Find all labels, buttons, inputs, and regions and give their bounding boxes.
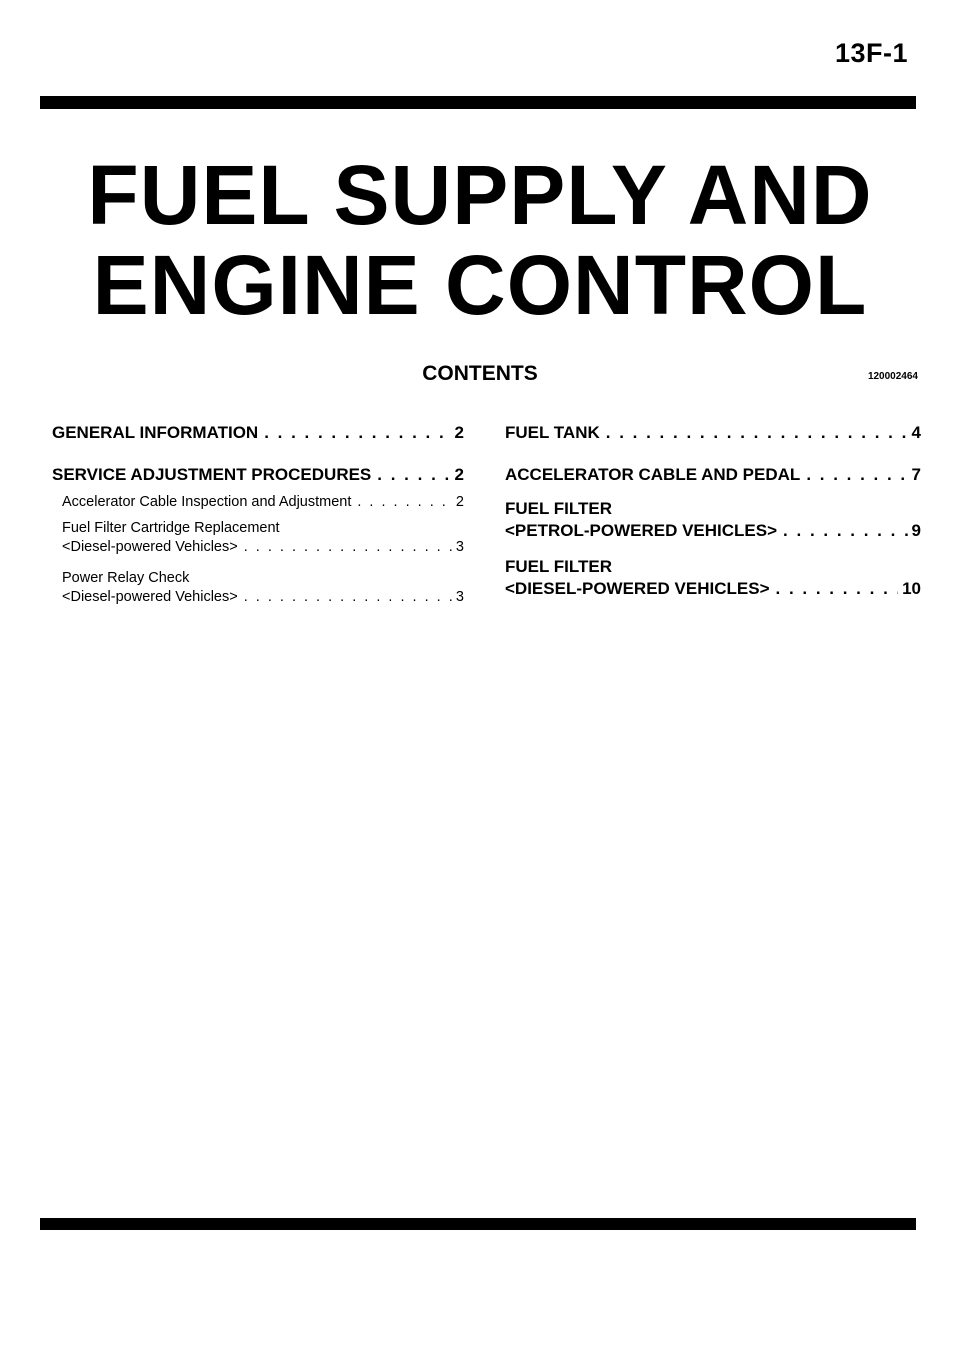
- toc-entry-label-line-2: <PETROL-POWERED VEHICLES>: [505, 521, 778, 540]
- toc-entry-accelerator-cable-and-pedal[interactable]: [505, 464, 921, 486]
- toc-entry-service-adjustment-procedures[interactable]: [52, 464, 464, 486]
- toc-entry-label: SERVICE ADJUSTMENT PROCEDURES: [52, 465, 372, 484]
- toc-subentry-power-relay-check[interactable]: [52, 569, 464, 607]
- leader-dots: [806, 464, 907, 486]
- bottom-divider: [40, 1218, 916, 1230]
- toc-entry-page: 10: [902, 579, 921, 598]
- leader-dots: [244, 538, 452, 557]
- top-divider: [40, 96, 916, 109]
- toc-entry-general-information[interactable]: [52, 422, 464, 444]
- toc-subentry-fuel-filter-cartridge-replacement[interactable]: [52, 519, 464, 557]
- toc-entry-label-line-1: Power Relay Check: [62, 570, 190, 586]
- leader-dots: [244, 588, 452, 607]
- toc-entry-label-line-2: <Diesel-powered Vehicles>: [62, 589, 238, 605]
- leader-dots: [783, 520, 907, 542]
- document-code: 120002464: [867, 371, 918, 382]
- toc-entry-label: FUEL TANK: [505, 423, 600, 442]
- toc-left-column: [52, 422, 464, 607]
- leader-dots: [377, 464, 450, 486]
- leader-dots: [606, 422, 908, 444]
- toc-entry-label-line-1: FUEL FILTER: [505, 557, 613, 576]
- page-title-line-1: FUEL SUPPLY AND: [87, 148, 873, 242]
- page-title: [0, 150, 960, 330]
- leader-dots: [776, 578, 899, 600]
- toc-entry-page: 4: [911, 423, 921, 442]
- contents-heading: CONTENTS: [422, 362, 538, 385]
- toc-entry-label: ACCELERATOR CABLE AND PEDAL: [505, 465, 801, 484]
- toc-entry-label-line-2: <Diesel-powered Vehicles>: [62, 539, 238, 555]
- toc-right-column: [505, 422, 921, 600]
- toc-entry-label-line-1: FUEL FILTER: [505, 499, 613, 518]
- toc-entry-page: 3: [455, 539, 464, 555]
- toc-entry-page: 7: [911, 465, 921, 484]
- leader-dots: [357, 493, 452, 512]
- toc-entry-label-line-1: Fuel Filter Cartridge Replacement: [62, 520, 280, 536]
- page-number: 13F-1: [834, 38, 908, 68]
- toc-entry-page: 3: [455, 589, 464, 605]
- toc-entry-page: 9: [911, 521, 921, 540]
- toc-entry-label: GENERAL INFORMATION: [52, 423, 259, 442]
- toc-subentry-accelerator-cable-inspection[interactable]: [52, 493, 464, 512]
- page-title-line-2: ENGINE CONTROL: [92, 238, 868, 332]
- toc-entry-fuel-tank[interactable]: [505, 422, 921, 444]
- toc-entry-fuel-filter-diesel[interactable]: [505, 556, 921, 600]
- toc-entry-page: 2: [454, 465, 464, 484]
- toc-entry-fuel-filter-petrol[interactable]: [505, 498, 921, 542]
- toc-entry-label: Accelerator Cable Inspection and Adjustment: [62, 494, 352, 510]
- toc-entry-label-line-2: <DIESEL-POWERED VEHICLES>: [505, 579, 770, 598]
- toc-entry-page: 2: [455, 494, 464, 510]
- leader-dots: [264, 422, 450, 444]
- toc-entry-page: 2: [454, 423, 464, 442]
